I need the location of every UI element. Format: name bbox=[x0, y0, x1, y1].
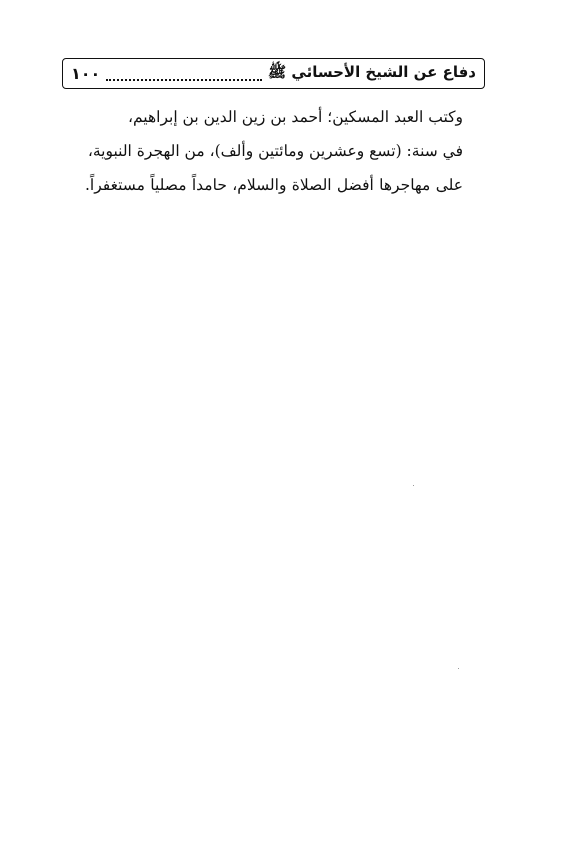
running-header bbox=[62, 58, 485, 89]
body-line: وكتب العبد المسكين؛ أحمد بن زين الدين بن إبراهيم، bbox=[127, 108, 463, 126]
scan-speck bbox=[458, 668, 459, 669]
body-line: على مهاجرها أفضل الصلاة والسلام، حامداً مصلياً مستغفراً. bbox=[85, 176, 463, 194]
page-number: ١٠٠ bbox=[71, 64, 101, 83]
header-leader-dots bbox=[106, 79, 262, 81]
scan-speck bbox=[413, 485, 414, 486]
body-text bbox=[85, 100, 463, 202]
body-line: في سنة: (تسع وعشرين ومائتين وألف)، من الهجرة النبوية، bbox=[87, 142, 463, 160]
running-header-title: دفاع عن الشيخ الأحسائي ﷺ bbox=[268, 62, 476, 81]
